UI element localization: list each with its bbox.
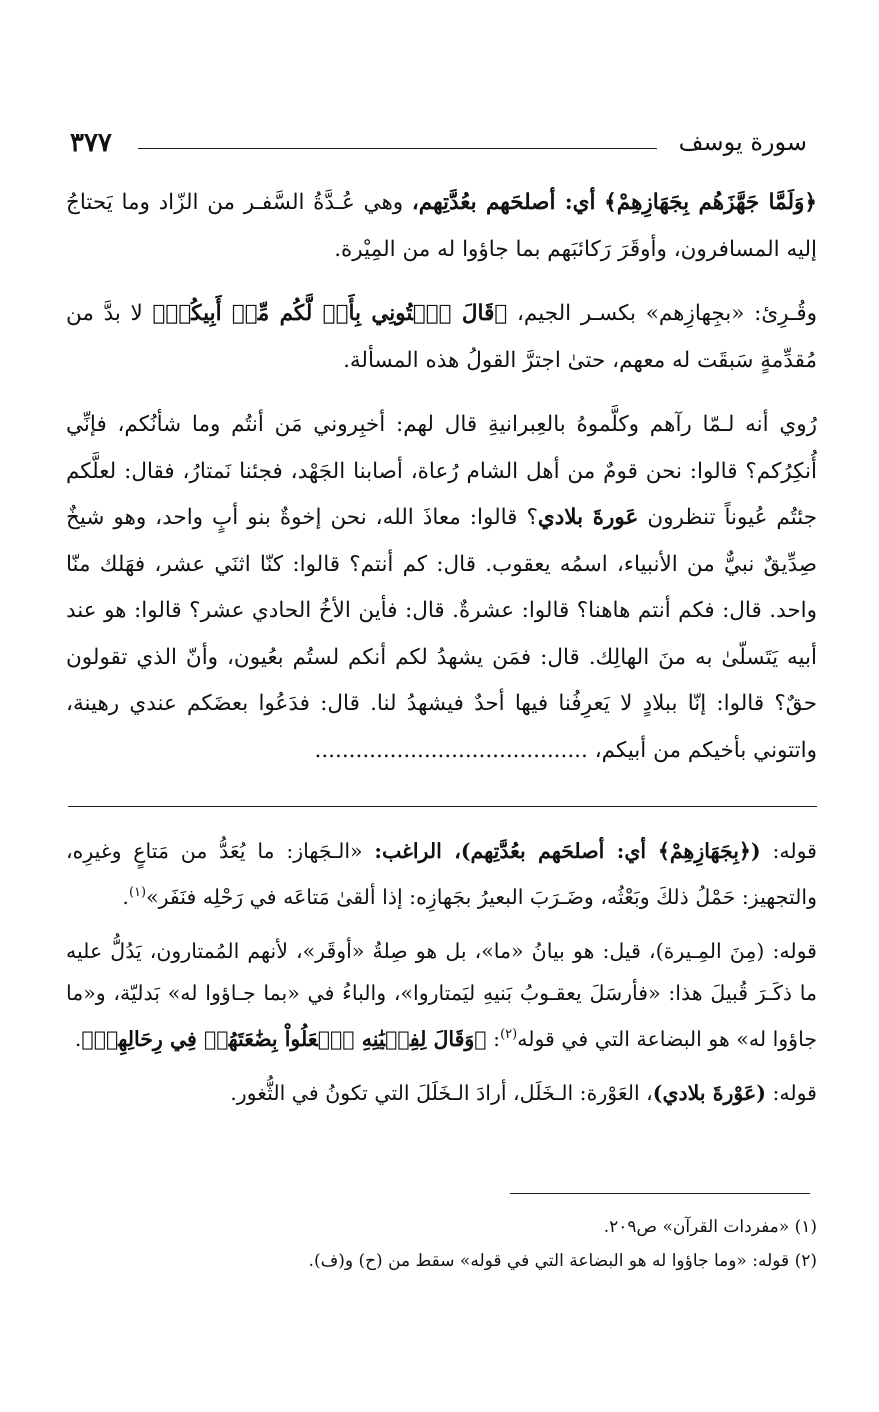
bold-phrase: عَورةَ بلادي <box>537 505 639 530</box>
header-rule <box>138 148 657 149</box>
bold-phrase: (عَوْرةَ بلادي) <box>652 1080 766 1105</box>
footnote-2: (٢) قوله: «وما جاؤوا له هو البضاعة التي في قوله» سقط من (ح) و(ف). <box>308 1251 817 1271</box>
paragraph-text: «الـجَهاز: ما يُعَدُّ من مَتاعٍ وغيرِه، والتجهيز: حَمْلُ ذلكَ وبَعْثُه، وضَـرَبَ البعيرُ بجَهازِه: إذا ألقىٰ مَتاعَه في رَحْلِه فنَفَر» <box>66 839 817 909</box>
commentary-paragraph-1 <box>66 830 817 918</box>
quran-verse: ﴿وَقَالَ لِفِتۡيَٰنِهِ ٱجۡعَلُواْ بِضَٰعَتَهُمۡ فِي رِحَالِهِمۡ﴾ <box>81 1026 487 1051</box>
footnotes <box>66 1210 817 1278</box>
bold-phrase: أي: أصلحَهم بعُدَّتِهم)، الراغب: <box>374 839 647 863</box>
quran-verse: ﴿قَالَ ٱئۡتُونِي بِأَخٖ لَّكُم مِّنۡ أَبِيكُمۡ﴾ <box>152 301 508 326</box>
commentary <box>66 830 817 1126</box>
page-header <box>70 128 807 162</box>
footnote-1: (١) «مفردات القرآن» ص٢٠٩. <box>603 1217 817 1237</box>
main-text <box>66 180 817 792</box>
footnote-ref[interactable]: (٢) <box>500 1026 518 1042</box>
page-number: ٣٧٧ <box>70 128 112 158</box>
paragraph-text: ؟ قالوا: معاذَ الله، نحن إخوةٌ بنو أبٍ واحد، وهو شيخٌ صِدِّيقٌ نبيٌّ من الأنبياء، اسمُه يعقوب. قال: كم أنتم؟ قالوا: كنّا اثنَي عشر، فهَلك منّا واحد. قال: فكم أنتم هاهنا؟ قالوا: عشرةٌ. قال: فأين الأخُ الحادي عشر؟ قالوا: هو عند أبيه يَتَسلّىٰ به منَ الهالِك. قال: فمَن يشهدُ لكم أنكم لستُم بعُيون، وأنّ الذي تقولون حقٌ؟ قالوا: إنّا ببلادٍ لا يَعرِفُنا فيها أحدٌ فيشهدُ لنا. قال: فدَعُوا بعضَكم عندي رهينة، واتتوني بأخيكم من أبيكم، <box>66 505 817 763</box>
paragraph-text: ، العَوْرة: الـخَلَل، أرادَ الـخَلَلَ التي تكونُ في الثُّغور. <box>230 1080 653 1105</box>
ellipsis-dots: ........................................ <box>314 737 588 763</box>
surah-name: سورة يوسف <box>678 128 807 156</box>
comment-lead: قوله: <box>772 839 817 863</box>
paragraph-text: وهي عُـدَّةُ السَّفـر من الزّاد وما يَحتاجُ إليه المسافرون، وأوقَرَ رَكائبَهم بما جاؤوا له من المِيْرة. <box>66 190 817 262</box>
paragraph-end: . <box>74 1026 82 1051</box>
main-paragraph-2 <box>66 291 817 384</box>
quran-verse: (﴿بِجَهَازِهِمْ﴾ <box>657 839 761 863</box>
paragraph-text: قوله: (مِنَ المِـيرة)، قيل: هو بيانُ «ما»، بل هو صِلةُ «أوقَر»، لأنهم المُمتارون، يَدُلُّ عليه ما ذكَـرَ قُبيلَ هذا: «فأرسَلَ يعقـوبُ بَنيهِ ليَمتاروا»، والباءُ في «بما جـاؤوا له» بَدليّة، و«ما جاؤوا له» هو البضاعة التي في قوله <box>66 938 817 1051</box>
paragraph-text: لا بدَّ من مُقدِّمةٍ سَبقَت له معهم، حتىٰ اجترَّ القولُ هذه المسألة. <box>66 301 817 373</box>
commentary-paragraph-2 <box>66 930 817 1060</box>
paragraph-end: . <box>122 884 129 909</box>
quran-verse: ﴿وَلَمَّا جَهَّزَهُم بِجَهَازِهِمْ﴾ <box>604 190 817 215</box>
footnote-separator <box>510 1193 810 1194</box>
main-paragraph-1 <box>66 180 817 273</box>
commentary-paragraph-3 <box>66 1072 817 1114</box>
paragraph-text: رُوي أنه لـمّا رآهم وكلَّموهُ بالعِبرانيةِ قال لهم: أخبِروني مَن أنتُم وما شأنُكم، فإنِّي أُنكِرُكم؟ قالوا: نحن قومٌ من أهل الشام رُعاة، أصابنا الجَهْد، فجئنا نَمتارُ، فقال: لعلَّكم جئتُم عُيوناً تنظرون <box>66 412 817 530</box>
explanation-bold: أي: أصلحَهم بعُدَّتِهم، <box>411 190 596 215</box>
paragraph-text: : <box>493 1026 501 1051</box>
comment-lead: قوله: <box>772 1080 817 1105</box>
paragraph-text: وقُـرِئ: «بجِهازِهم» بكسـر الجيم، <box>516 301 817 326</box>
commentary-separator <box>68 806 817 807</box>
footnote-ref[interactable]: (١) <box>128 885 147 900</box>
main-paragraph-3 <box>66 402 817 774</box>
